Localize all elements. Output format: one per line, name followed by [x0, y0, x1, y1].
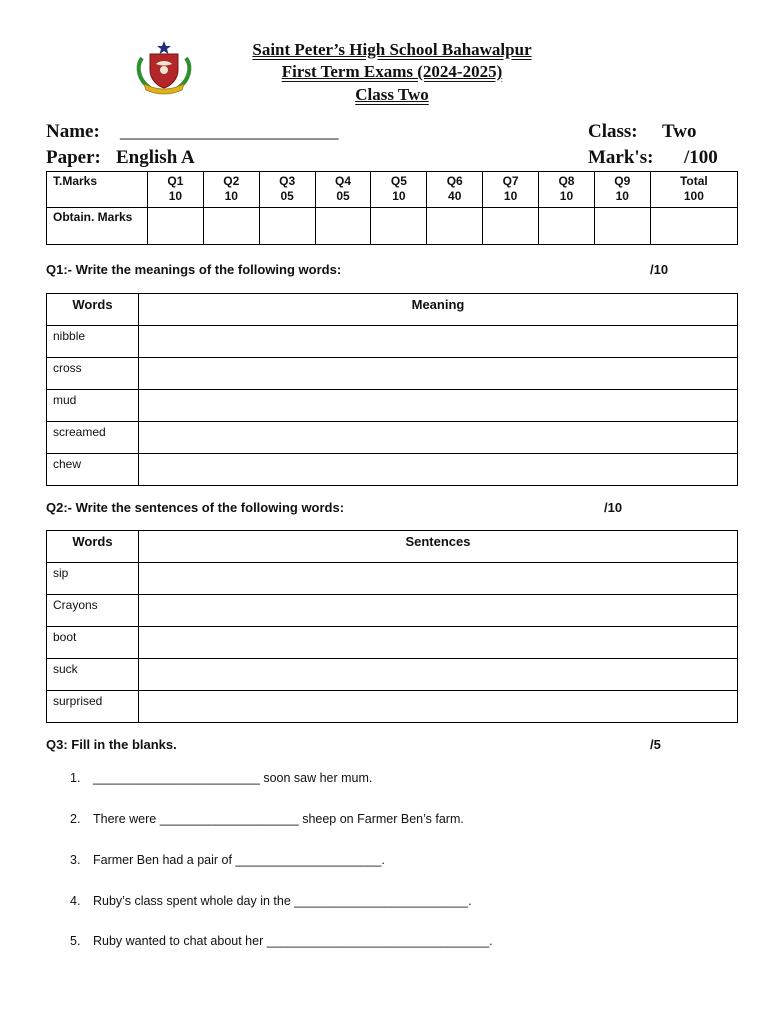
item-number: 3.	[70, 853, 81, 867]
table-row	[47, 358, 738, 390]
q1-col-meaning: Meaning	[139, 294, 738, 326]
obtained-cell[interactable]	[203, 208, 259, 245]
obtained-cell[interactable]	[371, 208, 427, 245]
word-cell: surprised	[47, 691, 139, 723]
total-marks-value: /100	[684, 147, 718, 168]
class-title: Class Two	[355, 85, 429, 104]
col-label: Q7	[502, 174, 519, 188]
q2-table	[46, 530, 738, 723]
marks-col-q8	[539, 172, 595, 208]
col-marks: 05	[280, 189, 294, 203]
item-number: 4.	[70, 894, 81, 908]
marks-col-q3	[259, 172, 315, 208]
obtained-cell[interactable]	[427, 208, 483, 245]
q1-header-row	[47, 294, 738, 326]
item-number: 5.	[70, 934, 81, 948]
col-label: Q6	[446, 174, 463, 188]
col-marks: 10	[503, 189, 518, 203]
marks-col-q2	[203, 172, 259, 208]
obtained-cell[interactable]	[650, 208, 737, 245]
total-marks-row	[47, 172, 738, 208]
marks-col-q4	[315, 172, 371, 208]
name-field[interactable]: _______________________	[120, 121, 339, 142]
table-row	[47, 390, 738, 422]
table-row	[47, 563, 738, 595]
word-cell: Crayons	[47, 595, 139, 627]
col-marks: 10	[224, 189, 238, 203]
class-label: Class:	[588, 121, 638, 142]
col-marks: 05	[336, 189, 350, 203]
col-label: Q5	[390, 174, 407, 188]
table-row	[47, 595, 738, 627]
item-text[interactable]: Ruby wanted to chat about her ________________________________.	[93, 934, 493, 948]
q2-heading: Q2:- Write the sentences of the following words:	[46, 500, 345, 515]
marks-col-q1	[148, 172, 204, 208]
word-cell: screamed	[47, 422, 139, 454]
q2-header-row	[47, 531, 738, 563]
item-text[interactable]: ________________________ soon saw her mum.	[93, 771, 373, 785]
q1-table	[46, 293, 738, 486]
answer-cell[interactable]	[139, 326, 738, 358]
paper-label: Paper:	[46, 147, 101, 168]
table-row	[47, 422, 738, 454]
col-marks: 10	[392, 189, 406, 203]
q1-col-words: Words	[47, 294, 139, 326]
q3-heading: Q3: Fill in the blanks.	[46, 737, 177, 752]
marks-col-q9	[594, 172, 650, 208]
answer-cell[interactable]	[139, 595, 738, 627]
answer-cell[interactable]	[139, 659, 738, 691]
q2-marks: /10	[604, 500, 623, 515]
col-marks: 100	[683, 189, 704, 203]
col-marks: 10	[168, 189, 183, 203]
answer-cell[interactable]	[139, 627, 738, 659]
col-label: Total	[679, 174, 708, 188]
col-label: Q9	[614, 174, 631, 188]
answer-cell[interactable]	[139, 563, 738, 595]
q3-marks: /5	[650, 737, 661, 752]
col-label: Q2	[223, 174, 240, 188]
col-marks: 10	[615, 189, 629, 203]
obtained-label: Obtain. Marks	[47, 208, 148, 245]
marks-col-total	[650, 172, 737, 208]
word-cell: suck	[47, 659, 139, 691]
col-label: Q1	[167, 174, 184, 188]
answer-cell[interactable]	[139, 390, 738, 422]
obtained-cell[interactable]	[315, 208, 371, 245]
marks-label: Mark's:	[588, 147, 654, 168]
obtained-cell[interactable]	[148, 208, 204, 245]
word-cell: mud	[47, 390, 139, 422]
class-value: Two	[662, 121, 697, 142]
name-label: Name:	[46, 121, 100, 142]
q1-heading: Q1:- Write the meanings of the following words:	[46, 262, 342, 277]
table-row	[47, 659, 738, 691]
table-row	[47, 454, 738, 486]
exam-title: First Term Exams (2024-2025)	[281, 62, 503, 81]
col-label: Q8	[558, 174, 575, 188]
obtained-cell[interactable]	[539, 208, 595, 245]
table-row	[47, 691, 738, 723]
tmarks-label: T.Marks	[47, 172, 148, 208]
q2-col-words: Words	[47, 531, 139, 563]
col-marks: 40	[448, 189, 462, 203]
obtained-cell[interactable]	[483, 208, 539, 245]
marks-table	[46, 171, 738, 245]
col-label: Q3	[279, 174, 296, 188]
obtained-marks-row	[47, 208, 738, 245]
paper-value: English A	[116, 147, 195, 168]
item-text[interactable]: There were ____________________ sheep on Farmer Ben’s farm.	[93, 812, 464, 826]
table-row	[47, 326, 738, 358]
obtained-cell[interactable]	[259, 208, 315, 245]
col-marks: 10	[559, 189, 574, 203]
marks-col-q5	[371, 172, 427, 208]
word-cell: chew	[47, 454, 139, 486]
marks-col-q7	[483, 172, 539, 208]
item-number: 1.	[70, 771, 81, 785]
item-text[interactable]: Farmer Ben had a pair of _____________________.	[93, 853, 385, 867]
q2-col-sentences: Sentences	[139, 531, 738, 563]
item-number: 2.	[70, 812, 81, 826]
school-name: Saint Peter’s High School Bahawalpur	[252, 40, 532, 59]
answer-cell[interactable]	[139, 422, 738, 454]
word-cell: nibble	[47, 326, 139, 358]
word-cell: sip	[47, 563, 139, 595]
table-row	[47, 627, 738, 659]
marks-col-q6	[427, 172, 483, 208]
item-text[interactable]: Ruby’s class spent whole day in the _________________________.	[93, 894, 472, 908]
col-label: Q4	[335, 174, 352, 188]
answer-cell[interactable]	[139, 358, 738, 390]
obtained-cell[interactable]	[594, 208, 650, 245]
answer-cell[interactable]	[139, 691, 738, 723]
word-cell: boot	[47, 627, 139, 659]
answer-cell[interactable]	[139, 454, 738, 486]
word-cell: cross	[47, 358, 139, 390]
q1-marks: /10	[650, 262, 669, 277]
